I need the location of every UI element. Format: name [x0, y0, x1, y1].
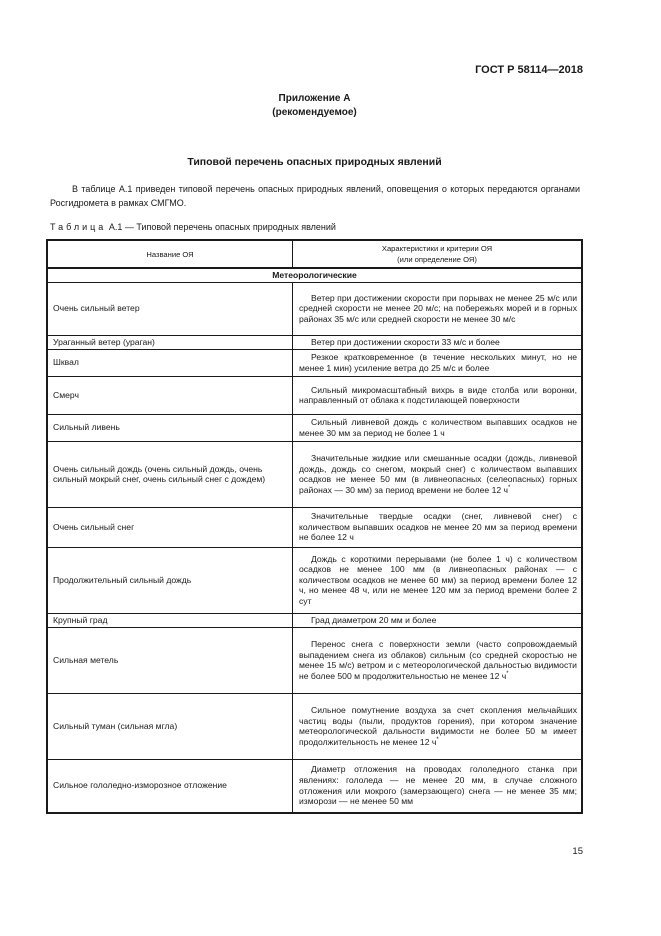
table-row: [48, 628, 581, 694]
section-row: [48, 269, 581, 283]
hazard-criteria: Сильный микромасштабный вихрь в виде столба или воронки, направленный от облака к подстилающей поверхности: [293, 377, 581, 415]
hazard-name: Крупный град: [48, 614, 293, 628]
hazard-name: Сильный туман (сильная мгла): [48, 694, 293, 760]
hazard-criteria: Град диаметром 20 мм и более: [293, 614, 581, 628]
standard-id: ГОСТ Р 58114—2018: [475, 64, 583, 76]
hazard-criteria: Ветер при достижении скорости 33 м/с и более: [293, 336, 581, 350]
table-row: [48, 336, 581, 350]
footnote-mark: *: [436, 736, 439, 743]
hazard-name: Очень сильный снег: [48, 508, 293, 548]
hazard-criteria: Значительные твердые осадки (снег, ливневой снег) с количеством выпавших осадков не менее 20 мм за период времени не более 12 ч: [293, 508, 581, 548]
hazard-criteria: Ветер при достижении скорости при порывах не менее 25 м/с или средней скорости не менее 20 м/с; на побережьях морей и в горных районах 35 м/с или средней скорости не менее 30 м/с: [293, 283, 581, 336]
col-header-criteria: [293, 241, 581, 269]
intro-paragraph: В таблице А.1 приведен типовой перечень опасных природных явлений, оповещения о которых передаются органами Росгидромета в рамках СМГМО.: [50, 184, 580, 208]
section-label: Метеорологические: [48, 269, 581, 283]
footnote-mark: *: [506, 670, 509, 677]
hazard-name: Сильный ливень: [48, 415, 293, 442]
hazard-criteria: Сильный ливневой дождь с количеством выпавших осадков не менее 30 мм за период не более 1 ч: [293, 415, 581, 442]
footnote-mark: *: [508, 484, 511, 491]
hazard-criteria: Диаметр отложения на проводах гололедного станка при явлениях: гололеда — не менее 20 мм, в случае сложного отложения или мокрого (замерзающего) снега — не менее 35 мм; изморози — не менее 50 мм: [299, 764, 577, 807]
table-caption-prefix: Таблица: [50, 222, 107, 232]
hazard-name: Сильная метель: [48, 628, 293, 694]
page-number: 15: [572, 846, 583, 857]
hazard-name: Очень сильный ветер: [48, 283, 293, 336]
annex-heading: [0, 92, 629, 120]
annex-status: (рекомендуемое): [272, 107, 357, 118]
table-caption-text: А.1 — Типовой перечень опасных природных явлений: [108, 222, 336, 232]
hazard-name: Ураганный ветер (ураган): [48, 336, 293, 350]
col-header-criteria-line2: (или определение ОЯ): [397, 255, 477, 264]
table-row: [48, 283, 581, 336]
table-row: [48, 442, 581, 508]
table-row: [48, 760, 581, 812]
table-caption: [50, 222, 336, 232]
table-row: [48, 548, 581, 614]
hazard-name: Сильное гололедно-изморозное отложение: [48, 760, 293, 812]
hazard-criteria: Дождь с короткими перерывами (не более 1 ч) с количеством осадков не менее 100 мм (в ливнеопасных районах — с количеством осадков не менее 60 мм) за период времени более 12 ч, но менее 48 ч, или не менее 120 мм за период времени более 2 сут: [293, 548, 581, 614]
hazard-criteria: Перенос снега с поверхности земли (часто сопровождаемый выпадением снега из облаков) сильным (со средней скоростью не менее 15 м/с) ветром и с метеорологической дальностью видимости не более 500 м продолжительностью не менее 12 ч*: [293, 628, 581, 694]
hazard-name: Продолжительный сильный дождь: [48, 548, 293, 614]
hazard-criteria: Сильное помутнение воздуха за счет скопления мельчайших частиц воды (пыли, продуктов горения), при котором значение метеорологической дальности видимости не более 50 м имеет продолжительность не менее 12 ч*: [293, 694, 581, 760]
table-header-row: [48, 241, 581, 269]
hazard-name: Смерч: [48, 377, 293, 415]
hazard-table: [46, 239, 583, 814]
annex-title: Приложение А: [278, 93, 351, 104]
hazard-name: Очень сильный дождь (очень сильный дождь, очень сильный мокрый снег, очень сильный снег с дождем): [48, 442, 293, 508]
table-row: [48, 350, 581, 377]
table-row: [48, 415, 581, 442]
col-header-criteria-line1: Характеристики и критерии ОЯ: [381, 244, 493, 253]
document-title: Типовой перечень опасных природных явлений: [187, 156, 442, 168]
col-header-name: Название ОЯ: [48, 241, 293, 269]
hazard-criteria: Значительные жидкие или смешанные осадки (дождь, ливневой дождь, дождь со снегом, мокрый снег) с количеством выпавших осадков не менее 50 мм (в ливнеопасных (селеопасных) горных районах — 30 мм) за период времени не более 12 ч*: [293, 442, 581, 508]
table-row: [48, 508, 581, 548]
table-row: [48, 694, 581, 760]
table-row: [48, 377, 581, 415]
hazard-name: Шквал: [48, 350, 293, 377]
hazard-criteria: Резкое кратковременное (в течение нескольких минут, но не менее 1 мин) усиление ветра до 25 м/с и более: [293, 350, 581, 377]
table-row: [48, 614, 581, 628]
